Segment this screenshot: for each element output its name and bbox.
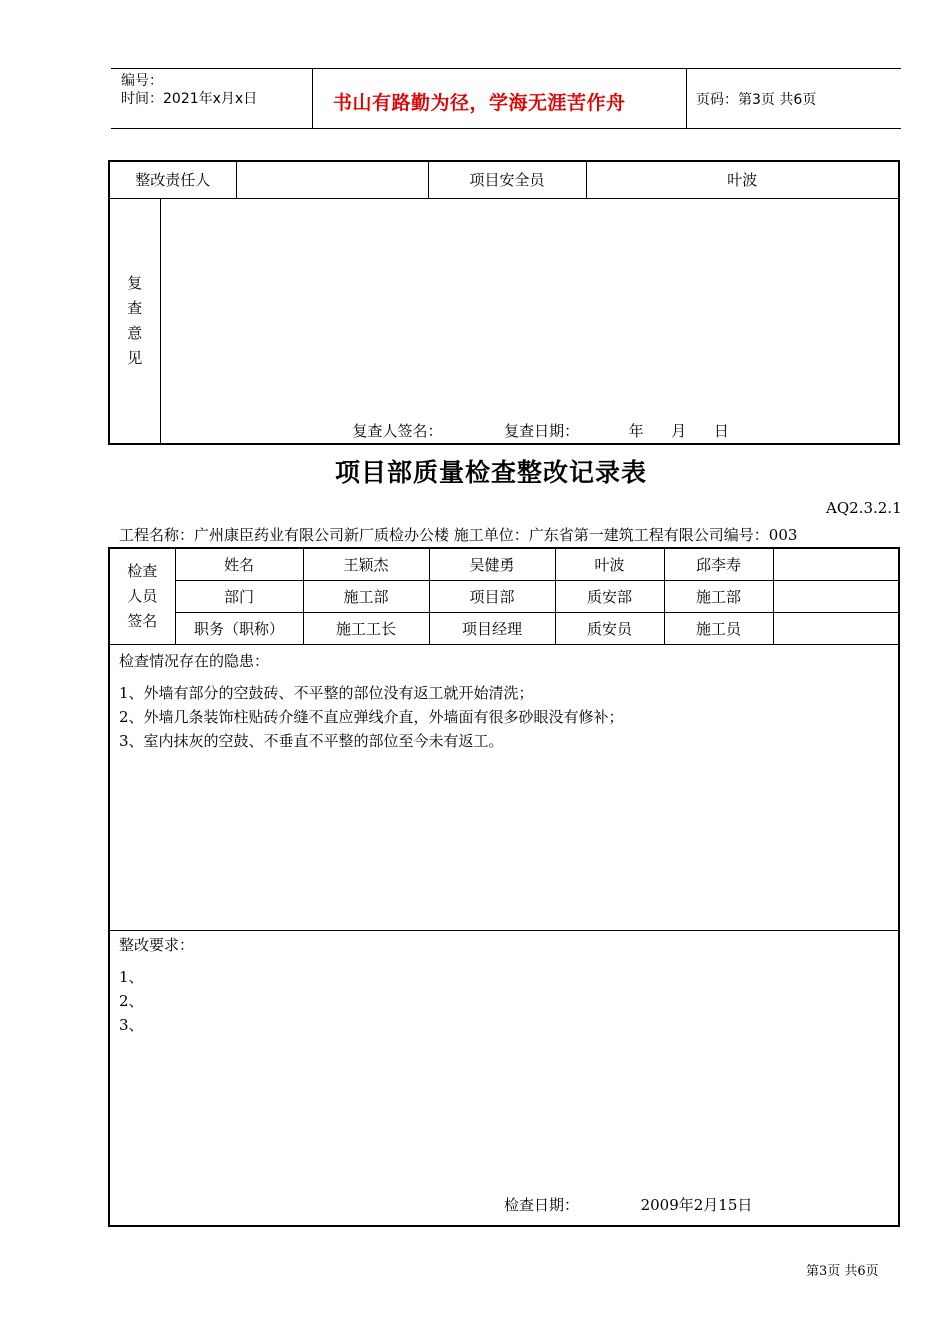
inspectors-label	[109, 548, 175, 644]
inspector-name: 叶波	[555, 548, 664, 580]
inspector-field-dept: 部门	[175, 580, 303, 612]
inspector-field-name: 姓名	[175, 548, 303, 580]
opinion-char: 意	[127, 323, 143, 342]
opinion-body	[160, 198, 899, 444]
inspection-date-label: 检查日期：	[504, 1196, 580, 1214]
header-number-label: 编号：	[121, 73, 163, 89]
inspector-name: 王颖杰	[303, 548, 429, 580]
header-top-rule	[111, 68, 901, 69]
inspectors-label-line: 检查	[127, 561, 158, 580]
header-divider-left	[312, 68, 313, 128]
inspector-dept: 项目部	[429, 580, 555, 612]
inspector-dept: 施工部	[303, 580, 429, 612]
requirement-item: 1、	[119, 967, 144, 986]
hazard-item: 1、外墙有部分的空鼓砖、不平整的部位没有返工就开始清洗；	[119, 683, 534, 702]
review-signature-line	[353, 420, 729, 441]
hazard-item: 3、室内抹灰的空鼓、不垂直不平整的部位至今未有返工。	[119, 731, 504, 750]
inspection-table	[108, 547, 900, 1227]
inspector-dept	[773, 580, 899, 612]
header-motto: 书山有路勤为径，学海无涯苦作舟	[333, 92, 626, 114]
inspectors-label-line: 签名	[127, 611, 158, 630]
hazard-item: 2、外墙几条装饰柱贴砖介缝不直应弹线介直，外墙面有很多砂眼没有修补；	[119, 707, 624, 726]
rect-person-label: 整改责任人	[109, 161, 236, 198]
requirement-item: 2、	[119, 991, 144, 1010]
inspector-dept: 质安部	[555, 580, 664, 612]
header-bottom-rule	[111, 128, 901, 129]
form-code: AQ2.3.2.1	[826, 499, 902, 517]
review-table	[108, 160, 900, 445]
inspector-name: 邱李寿	[664, 548, 773, 580]
review-year: 年	[628, 422, 644, 440]
inspectors-label-line: 人员	[127, 586, 158, 605]
review-month: 月	[671, 422, 687, 440]
header-page-label: 页码：第3页 共6页	[696, 92, 817, 108]
inspector-name: 吴健勇	[429, 548, 555, 580]
header-divider-right	[686, 68, 687, 128]
requirements-heading: 整改要求：	[119, 935, 195, 954]
inspector-title: 质安员	[555, 612, 664, 644]
hazards-section	[109, 644, 899, 930]
requirement-item: 3、	[119, 1015, 144, 1034]
review-day: 日	[713, 422, 729, 440]
inspector-field-title: 职务（职称）	[175, 612, 303, 644]
hazards-heading: 检查情况存在的隐患：	[119, 651, 270, 670]
footer-page: 第3页 共6页	[806, 1264, 879, 1279]
opinion-char: 见	[127, 348, 143, 367]
form-title: 项目部质量检查整改记录表	[335, 458, 648, 487]
safety-officer-value: 叶波	[586, 161, 899, 198]
rect-person-value	[236, 161, 428, 198]
inspector-title: 项目经理	[429, 612, 555, 644]
header-time-label: 时间：2021年x月x日	[121, 91, 258, 107]
opinion-char: 查	[127, 298, 143, 317]
opinion-label	[109, 198, 160, 444]
inspector-name	[773, 548, 899, 580]
inspector-title: 施工工长	[303, 612, 429, 644]
safety-officer-label: 项目安全员	[428, 161, 586, 198]
inspection-date-line	[504, 1194, 752, 1215]
review-signature-label: 复查人签名：	[352, 422, 443, 440]
inspector-title	[773, 612, 899, 644]
requirements-section	[109, 930, 899, 1226]
review-date-label: 复查日期：	[504, 422, 580, 440]
inspector-dept: 施工部	[664, 580, 773, 612]
opinion-char: 复	[127, 273, 143, 292]
inspector-title: 施工员	[664, 612, 773, 644]
inspection-date-value: 2009年2月15日	[640, 1196, 753, 1214]
form-info-line: 工程名称：广州康臣药业有限公司新厂质检办公楼 施工单位：广东省第一建筑工程有限公司编号：003	[119, 526, 798, 544]
